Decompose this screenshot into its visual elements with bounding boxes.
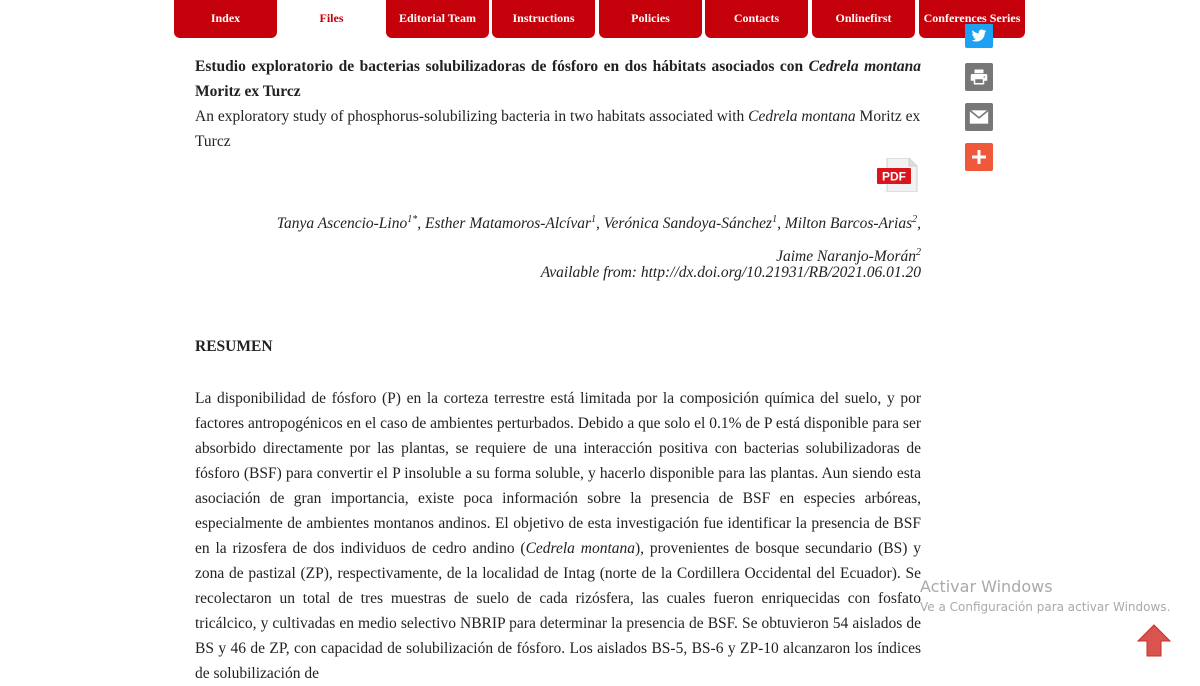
email-button[interactable] [965,103,993,131]
author: Esther Matamoros-Alcívar$^1$, [424,214,604,233]
tab-files[interactable]: Files [280,0,383,38]
back-to-top-button[interactable] [1136,624,1172,658]
author: Milton Barcos-Arias$^2$, [784,214,921,233]
doi-link[interactable]: http://dx.doi.org/10.21931/RB/2021.06.01.20 [640,264,921,281]
tab-contacts[interactable]: Contacts [705,0,808,38]
author: Tanya Ascencio-Lino$^{1*}$, [276,214,425,233]
title-english: An exploratory study of phosphorus-solubilizing bacteria in two habitats associated with Cedrela montana Moritz ex Turcz [195,108,921,150]
tab-editorial-team[interactable]: Editorial Team [386,0,489,38]
more-share-button[interactable] [965,143,993,171]
author: Verónica Sandoya-Sánchez$^1$, [603,214,785,233]
tab-policies[interactable]: Policies [599,0,702,38]
twitter-share-button[interactable] [965,24,993,48]
print-icon [970,68,988,86]
resumen-heading: RESUMEN [195,338,273,355]
arrow-up-icon [1136,624,1172,658]
plus-icon [971,149,987,165]
pdf-download-icon[interactable] [877,158,919,192]
tab-index[interactable]: Index [174,0,277,38]
author: Jaime Naranjo-Morán$^2$ [776,247,921,266]
tab-conferences-series[interactable]: Conferences Series [919,0,1025,38]
svg-text:PDF: PDF [882,169,906,184]
article-header [195,54,921,154]
abstract-text: La disponibilidad de fósforo (P) en la corteza terrestre está limitada por la composición química del suelo, y por factores antropogénicos en el caso de ambientes perturbados. Debido a que solo el 0.1% de P está disponible para ser absorbido directamente por las plantas, se requiere de una interacción positiva con bacterias solubilizadoras de fósforo (BSF) para convertir el P insoluble a su forma soluble, y hacerlo disponible para las plantas. Aun siendo esta asociación de gran importancia, existe poca información sobre la presencia de BSF en especies arbóreas, especialmente de ambientes montanos andinos. El objetivo de esta investigación fue identificar la presencia de BSF en la rizosfera de dos individuos de cedro andino (Cedrela montana), provenientes de bosque secundario (BS) y zona de pastizal (ZP), respectivamente, de la localidad de Intag (norte de la Cordillera Occidental del Ecuador). Se recolectaron un total de tres muestras de suelo de cada rizósfera, las cuales fueron enriquecidas con fosfato tricálcico, y cultivadas en medio selectivo NBRIP para determinar la presencia de BSF. Se obtuvieron 54 aislados de BS y 46 de ZP, con capacidad de solubilización de fósforo. Los aislados BS-5, BS-6 y ZP-10 alcanzaron los índices de solubilización de [195,390,921,682]
twitter-icon [970,28,988,44]
available-label: Available from: [540,264,641,281]
top-nav [174,0,1026,39]
availability-line [195,262,921,284]
print-button[interactable] [965,63,993,91]
windows-activation-title: Activar Windows [920,577,1053,596]
windows-activation-subtitle: Ve a Configuración para activar Windows. [920,600,1171,614]
tab-instructions[interactable]: Instructions [492,0,595,38]
tab-onlinefirst[interactable]: Onlinefirst [812,0,915,38]
email-icon [969,109,989,125]
title-spanish: Estudio exploratorio de bacterias solubilizadoras de fósforo en dos hábitats asociados con Cedrela montana Moritz ex Turcz [195,58,921,100]
